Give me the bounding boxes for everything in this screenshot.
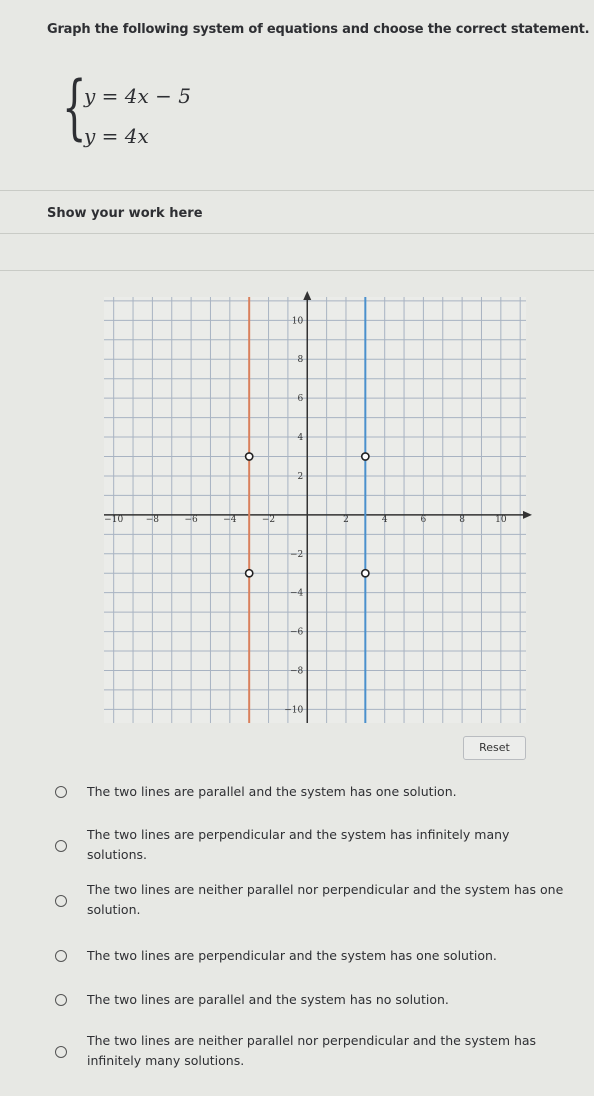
y-axis-arrow	[303, 291, 311, 300]
x-axis-arrow	[523, 511, 532, 519]
question-prompt: Graph the following system of equations and choose the correct statement.	[47, 22, 590, 37]
y-tick-label: 4	[297, 433, 304, 444]
option-text: The two lines are perpendicular and the system has one solution.	[87, 948, 497, 963]
radio-button[interactable]	[55, 786, 67, 798]
y-tick-label: −10	[284, 705, 304, 716]
x-tick-label: −4	[223, 514, 237, 525]
line-point[interactable]	[362, 453, 369, 460]
radio-button[interactable]	[55, 994, 67, 1006]
x-tick-label: 2	[343, 514, 349, 525]
equation-2: y = 4x	[84, 124, 149, 148]
y-tick-label: −4	[289, 588, 304, 599]
x-tick-label: 10	[495, 514, 507, 525]
work-label: Show your work here	[47, 206, 203, 221]
radio-button[interactable]	[55, 950, 67, 962]
y-tick-label: −8	[289, 666, 304, 677]
x-tick-label: −8	[145, 514, 160, 525]
x-tick-label: 4	[381, 514, 388, 525]
x-tick-label: −2	[261, 514, 276, 525]
y-tick-label: −2	[289, 549, 304, 560]
x-tick-label: −6	[184, 514, 198, 525]
y-tick-label: 6	[297, 394, 304, 405]
radio-button[interactable]	[55, 840, 67, 852]
equation-1: y = 4x − 5	[84, 84, 191, 108]
y-tick-label: −6	[289, 627, 304, 638]
option-text: The two lines are parallel and the system has one solution.	[87, 784, 457, 799]
option-text: The two lines are neither parallel nor perpendicular and the system has one solution.	[87, 882, 564, 917]
line-point[interactable]	[246, 453, 253, 460]
x-tick-label: −10	[104, 514, 124, 525]
option-text: The two lines are parallel and the system has no solution.	[87, 992, 449, 1007]
line-point[interactable]	[362, 570, 369, 577]
line-point[interactable]	[246, 570, 253, 577]
reset-button[interactable]: Reset	[463, 736, 526, 760]
option-text: The two lines are perpendicular and the system has infinitely many solutions.	[87, 827, 510, 862]
y-tick-label: 2	[297, 471, 304, 482]
radio-button[interactable]	[55, 1046, 67, 1058]
graph-background	[104, 297, 526, 723]
x-tick-label: 6	[420, 514, 427, 525]
x-tick-label: 8	[459, 514, 465, 525]
option-text: The two lines are neither parallel nor perpendicular and the system has infinitely many solutions.	[87, 1033, 537, 1068]
y-tick-label: 8	[297, 355, 304, 366]
y-tick-label: 10	[291, 316, 304, 327]
system-brace: {	[62, 66, 87, 148]
radio-button[interactable]	[55, 895, 67, 907]
